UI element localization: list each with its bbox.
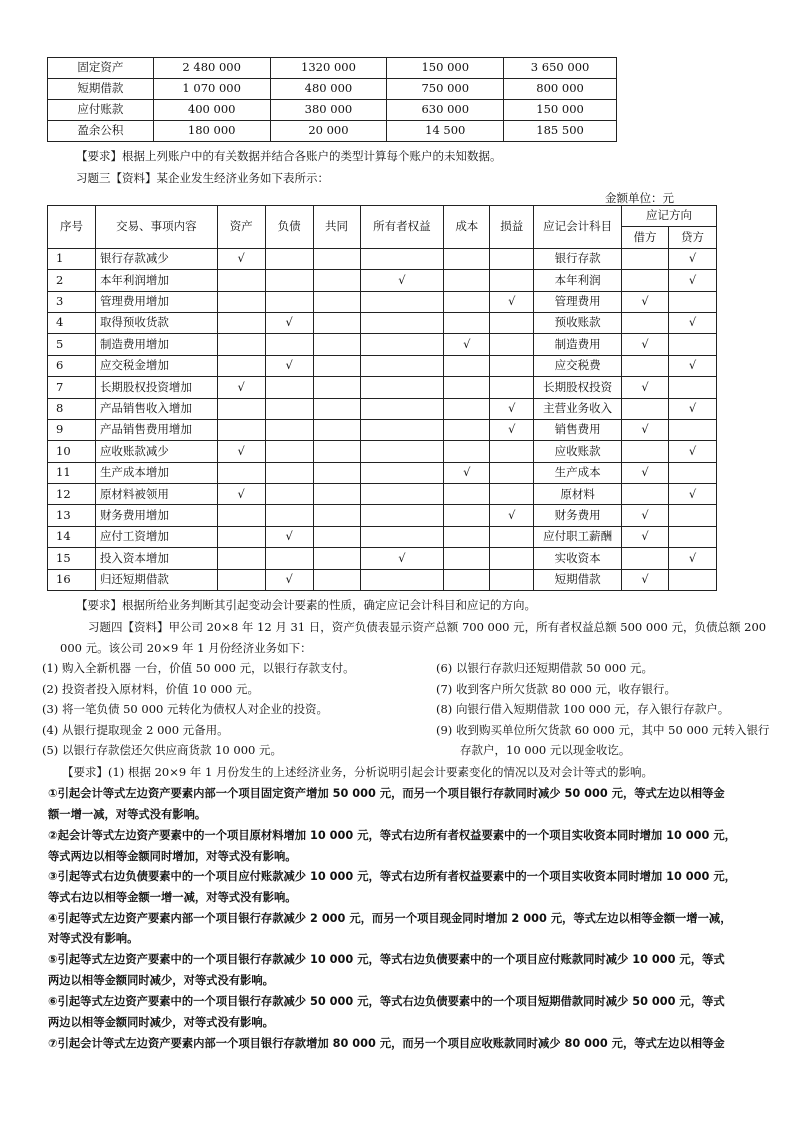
row-asset [217,548,265,569]
row-equity [360,291,444,312]
row-credit: √ [668,312,716,333]
row-debit [622,248,669,269]
row-seq: 13 [48,505,96,526]
row-account: 长期股权投资 [534,377,622,398]
row-liability: √ [265,526,313,547]
row-cost [444,270,490,291]
transaction-table [47,205,717,591]
list-item: (1) 购入全新机器 一台，价值 50 000 元，以银行存款支付。 [42,661,355,675]
row-debit: √ [622,334,669,355]
row-liability [265,377,313,398]
row-account: 管理费用 [534,291,622,312]
answer-line: 等式右边以相等金额一增一减，对等式没有影响。 [48,891,297,904]
row-liability [265,419,313,440]
header-desc: 交易、事项内容 [95,206,217,249]
table-row [48,79,617,100]
row-asset [217,505,265,526]
row-cost [444,398,490,419]
row-seq: 11 [48,462,96,483]
row-equity [360,569,444,590]
table-header-row [48,206,717,227]
row-profit-loss: √ [490,398,534,419]
table-cell: 14 500 [387,121,504,142]
row-desc: 归还短期借款 [95,569,217,590]
row-credit [668,505,716,526]
row-desc: 产品销售收入增加 [95,398,217,419]
header-debit: 借方 [622,227,669,248]
table-row [48,121,617,142]
row-profit-loss [490,377,534,398]
row-common [313,398,360,419]
row-cost [444,312,490,333]
row-liability [265,398,313,419]
row-credit: √ [668,398,716,419]
row-debit [622,441,669,462]
row-equity: √ [360,270,444,291]
exercise-4-line-2: 000 元。该公司 20×9 年 1 月份经济业务如下： [60,641,312,655]
row-profit-loss [490,248,534,269]
row-debit: √ [622,526,669,547]
row-debit: √ [622,505,669,526]
row-account: 原材料 [534,484,622,505]
row-desc: 生产成本增加 [95,462,217,483]
header-credit: 贷方 [668,227,716,248]
answer-line: ④引起等式左边资产要素内部一个项目银行存款减少 2 000 元，而另一个项目现金同时增加 2 000 元，等式左边以相等金额一增一减， [48,912,732,925]
row-seq: 12 [48,484,96,505]
header-profit-loss: 损益 [490,206,534,249]
row-liability [265,505,313,526]
row-profit-loss [490,441,534,462]
header-equity: 所有者权益 [360,206,444,249]
answer-line: 两边以相等金额同时减少，对等式没有影响。 [48,1016,274,1029]
table-row [48,505,717,526]
row-liability [265,248,313,269]
transaction-table-body [48,248,717,590]
row-profit-loss: √ [490,505,534,526]
row-cost [444,377,490,398]
list-item: (3) 将一笔负债 50 000 元转化为债权人对企业的投资。 [42,702,328,716]
list-item: (4) 从银行提取现金 2 000 元备用。 [42,723,229,737]
table-cell: 185 500 [504,121,617,142]
table-row [48,526,717,547]
row-seq: 3 [48,291,96,312]
row-seq: 14 [48,526,96,547]
row-account: 销售费用 [534,419,622,440]
table-row [48,312,717,333]
row-equity [360,462,444,483]
row-credit [668,419,716,440]
row-common [313,505,360,526]
row-debit [622,270,669,291]
row-asset [217,355,265,376]
row-debit [622,398,669,419]
row-profit-loss [490,270,534,291]
row-account: 应交税费 [534,355,622,376]
row-equity [360,484,444,505]
unit-label: 金额单位：元 [605,191,674,205]
row-credit [668,526,716,547]
table-row [48,398,717,419]
row-desc: 产品销售费用增加 [95,419,217,440]
table-row [48,441,717,462]
header-common: 共同 [313,206,360,249]
row-common [313,441,360,462]
row-common [313,526,360,547]
row-equity: √ [360,548,444,569]
row-cost [444,484,490,505]
table-row [48,377,717,398]
row-account: 应收账款 [534,441,622,462]
exercise-4-line-1: 习题四【资料】甲公司 20×8 年 12 月 31 日，资产负债表显示资产总额 700 000 元，所有者权益总额 500 000 元，负债总额 200 [88,620,767,634]
answer-line: 等式两边以相等金额同时增加，对等式没有影响。 [48,850,297,863]
answer-line: ②起会计等式左边资产要素中的一个项目原材料增加 10 000 元，等式右边所有者权益要素中的一个项目实收资本同时增加 10 000 元， [48,829,736,842]
answer-line: ①引起会计等式左边资产要素内部一个项目固定资产增加 50 000 元，而另一个项目银行存款同时减少 50 000 元，等式左边以相等金 [48,787,725,800]
row-asset [217,526,265,547]
row-profit-loss [490,312,534,333]
table-cell: 180 000 [153,121,270,142]
row-seq: 15 [48,548,96,569]
table-row [48,334,717,355]
row-credit: √ [668,441,716,462]
header-account: 应记会计科目 [534,206,622,249]
row-liability [265,548,313,569]
table-row [48,569,717,590]
row-debit [622,548,669,569]
row-seq: 8 [48,398,96,419]
row-asset: √ [217,377,265,398]
header-seq: 序号 [48,206,96,249]
row-credit [668,334,716,355]
row-account: 银行存款 [534,248,622,269]
row-debit [622,355,669,376]
row-liability: √ [265,569,313,590]
table-cell: 短期借款 [48,79,154,100]
row-profit-loss [490,484,534,505]
row-asset [217,569,265,590]
row-asset [217,291,265,312]
table-cell: 630 000 [387,100,504,121]
row-asset [217,270,265,291]
table-row [48,270,717,291]
answer-line: 两边以相等金额同时减少，对等式没有影响。 [48,974,274,987]
table-cell: 150 000 [387,58,504,79]
row-account: 制造费用 [534,334,622,355]
row-liability [265,484,313,505]
row-equity [360,419,444,440]
list-item: (5) 以银行存款偿还欠供应商货款 10 000 元。 [42,743,282,757]
requirement-2: 【要求】根据所给业务判断其引起变动会计要素的性质，确定应记会计科目和应记的方向。 [76,598,536,612]
row-seq: 4 [48,312,96,333]
row-asset: √ [217,441,265,462]
row-equity [360,505,444,526]
table-cell: 150 000 [504,100,617,121]
row-credit: √ [668,248,716,269]
row-equity [360,312,444,333]
table-row [48,248,717,269]
row-common [313,270,360,291]
row-equity [360,398,444,419]
answer-line: ⑥引起等式左边资产要素中的一个项目银行存款减少 50 000 元，等式右边负债要素中的一个项目短期借款同时减少 50 000 元，等式 [48,995,725,1008]
list-item: (7) 收到客户所欠货款 80 000 元，收存银行。 [436,682,676,696]
row-debit: √ [622,419,669,440]
row-seq: 5 [48,334,96,355]
table-cell: 800 000 [504,79,617,100]
row-desc: 本年利润增加 [95,270,217,291]
row-desc: 投入资本增加 [95,548,217,569]
answer-line: 对等式没有影响。 [48,932,139,945]
table-row [48,548,717,569]
row-common [313,419,360,440]
answer-line: ⑦引起会计等式左边资产要素内部一个项目银行存款增加 80 000 元，而另一个项目应收账款同时减少 80 000 元，等式左边以相等金 [48,1037,725,1050]
list-item: 存款户，10 000 元以现金收讫。 [460,743,631,757]
row-account: 生产成本 [534,462,622,483]
row-liability [265,441,313,462]
row-asset [217,398,265,419]
row-credit: √ [668,484,716,505]
answer-line: 额一增一减，对等式没有影响。 [48,808,207,821]
table-cell: 1320 000 [270,58,387,79]
row-cost: √ [444,462,490,483]
row-seq: 10 [48,441,96,462]
row-credit [668,291,716,312]
header-asset: 资产 [217,206,265,249]
row-profit-loss [490,526,534,547]
row-seq: 7 [48,377,96,398]
row-cost [444,355,490,376]
table-row [48,58,617,79]
account-data-table [47,57,617,142]
row-seq: 9 [48,419,96,440]
row-asset [217,419,265,440]
row-cost [444,548,490,569]
table-row [48,291,717,312]
row-asset: √ [217,248,265,269]
header-liability: 负债 [265,206,313,249]
row-account: 预收账款 [534,312,622,333]
requirement-3: 【要求】(1) 根据 20×9 年 1 月份发生的上述经济业务，分析说明引起会计要素变化的情况以及对会计等式的影响。 [62,765,653,779]
row-equity [360,248,444,269]
row-debit: √ [622,377,669,398]
row-credit: √ [668,548,716,569]
row-credit: √ [668,270,716,291]
row-liability [265,462,313,483]
row-seq: 6 [48,355,96,376]
exercise-3-title: 习题三【资料】某企业发生经济业务如下表所示： [76,171,329,185]
row-account: 应付职工薪酬 [534,526,622,547]
row-profit-loss [490,569,534,590]
row-profit-loss [490,462,534,483]
table-row [48,462,717,483]
row-asset [217,312,265,333]
table-cell: 2 480 000 [153,58,270,79]
row-equity [360,334,444,355]
row-profit-loss [490,334,534,355]
row-common [313,548,360,569]
row-debit [622,484,669,505]
table-cell: 1 070 000 [153,79,270,100]
answer-line: ③引起等式右边负债要素中的一个项目应付账款减少 10 000 元，等式右边所有者权益要素中的一个项目实收资本同时增加 10 000 元， [48,870,736,883]
row-desc: 长期股权投资增加 [95,377,217,398]
row-desc: 取得预收货款 [95,312,217,333]
row-cost [444,569,490,590]
row-liability [265,291,313,312]
row-cost [444,441,490,462]
table-cell: 380 000 [270,100,387,121]
row-debit: √ [622,291,669,312]
row-seq: 16 [48,569,96,590]
row-credit [668,377,716,398]
row-equity [360,441,444,462]
list-item: (8) 向银行借入短期借款 100 000 元，存入银行存款户。 [436,702,730,716]
row-equity [360,377,444,398]
row-account: 实收资本 [534,548,622,569]
row-common [313,484,360,505]
row-desc: 原材料被领用 [95,484,217,505]
row-profit-loss [490,355,534,376]
row-cost [444,248,490,269]
list-item: (9) 收到购买单位所欠货款 60 000 元，其中 50 000 元转入银行 [436,723,770,737]
row-desc: 管理费用增加 [95,291,217,312]
table-row [48,100,617,121]
row-seq: 2 [48,270,96,291]
row-desc: 应交税金增加 [95,355,217,376]
row-debit: √ [622,462,669,483]
row-debit [622,312,669,333]
row-cost [444,505,490,526]
header-cost: 成本 [444,206,490,249]
row-desc: 应收账款减少 [95,441,217,462]
row-common [313,355,360,376]
row-liability: √ [265,355,313,376]
row-credit [668,462,716,483]
row-account: 本年利润 [534,270,622,291]
row-credit [668,569,716,590]
table-cell: 盈余公积 [48,121,154,142]
table-cell: 480 000 [270,79,387,100]
row-cost [444,419,490,440]
row-profit-loss: √ [490,291,534,312]
row-desc: 财务费用增加 [95,505,217,526]
row-cost [444,526,490,547]
row-account: 短期借款 [534,569,622,590]
table-row [48,419,717,440]
row-equity [360,355,444,376]
row-asset [217,334,265,355]
row-credit: √ [668,355,716,376]
requirement-1: 【要求】根据上列账户中的有关数据并结合各账户的类型计算每个账户的未知数据。 [76,149,502,163]
row-liability [265,270,313,291]
table-cell: 3 650 000 [504,58,617,79]
row-profit-loss [490,548,534,569]
row-common [313,569,360,590]
row-account: 财务费用 [534,505,622,526]
table-cell: 400 000 [153,100,270,121]
row-liability: √ [265,312,313,333]
row-debit: √ [622,569,669,590]
row-equity [360,526,444,547]
row-seq: 1 [48,248,96,269]
row-desc: 制造费用增加 [95,334,217,355]
row-desc: 应付工资增加 [95,526,217,547]
row-asset [217,462,265,483]
table-cell: 应付账款 [48,100,154,121]
row-common [313,334,360,355]
row-common [313,312,360,333]
row-cost: √ [444,334,490,355]
row-common [313,291,360,312]
row-account: 主营业务收入 [534,398,622,419]
row-cost [444,291,490,312]
table-row [48,355,717,376]
row-common [313,248,360,269]
list-item: (6) 以银行存款归还短期借款 50 000 元。 [436,661,653,675]
table-cell: 750 000 [387,79,504,100]
row-liability [265,334,313,355]
row-asset: √ [217,484,265,505]
table-row [48,484,717,505]
table-cell: 固定资产 [48,58,154,79]
row-profit-loss: √ [490,419,534,440]
table-cell: 20 000 [270,121,387,142]
row-common [313,377,360,398]
list-item: (2) 投资者投入原材料，价值 10 000 元。 [42,682,259,696]
answer-line: ⑤引起等式左边资产要素中的一个项目银行存款减少 10 000 元，等式右边负债要素中的一个项目应付账款同时减少 10 000 元，等式 [48,953,725,966]
row-desc: 银行存款减少 [95,248,217,269]
header-direction: 应记方向 [622,206,717,227]
row-common [313,462,360,483]
